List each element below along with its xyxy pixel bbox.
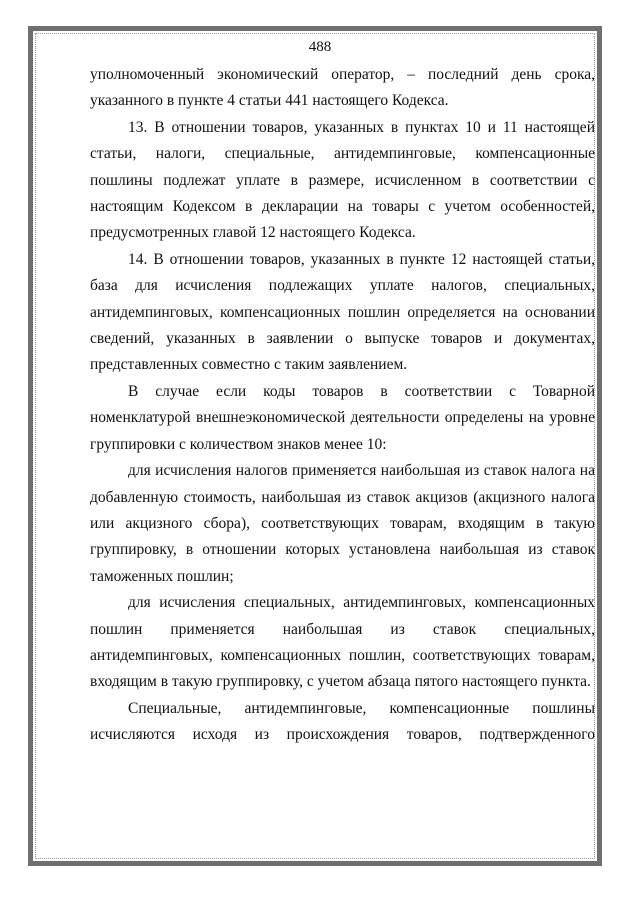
paragraph-duties-rule: для исчисления специальных, антидемпинговых, компенсационных пошлин применяется наибольшая из ставок специальных, антидемпинговых, компенсационных пошлин, соответствующих товарам, входящим в такую группировку, с учетом абзаца пятого настоящего пункта.: [90, 594, 595, 691]
paragraph-continuation: уполномоченный экономический оператор, – последний день срока, указанного в пункте 4 статьи 441 настоящего Кодекса.: [90, 66, 595, 110]
paragraph-item-14: 14. В отношении товаров, указанных в пункте 12 настоящей статьи, база для исчисления подлежащих уплате налогов, специальных, антидемпинговых, компенсационных пошлин определяется на основании сведений, указанных в заявлении о выпуске товаров и документах, представленных совместно с таким заявлением.: [90, 250, 595, 374]
page-number: 488: [308, 39, 332, 55]
paragraph-origin-rule: Специальные, антидемпинговые, компенсационные пошлины исчисляются исходя из происхождения товаров, подтвержденного: [90, 699, 595, 744]
document-body: [90, 62, 595, 749]
paragraph-item-13: 13. В отношении товаров, указанных в пунктах 10 и 11 настоящей статьи, налоги, специальные, антидемпинговые, компенсационные пошлины подлежат уплате в размере, исчисленном в соответствии с настоящим Кодексом в декларации на товары с учетом особенностей, предусмотренных главой 12 настоящего Кодекса.: [90, 118, 595, 242]
paragraph-taxes-rule: для исчисления налогов применяется наибольшая из ставок налога на добавленную стоимость, наибольшая из ставок акцизов (акцизного налога или акцизного сбора), соответствующих товарам, входящим в такую группировку, в отношении которых установлена наибольшая из ставок таможенных пошлин;: [90, 462, 595, 585]
paragraph-codes-condition: В случае если коды товаров в соответствии с Товарной номенклатурой внешнеэкономической деятельности определены на уровне группировки с количеством знаков менее 10:: [90, 382, 595, 453]
